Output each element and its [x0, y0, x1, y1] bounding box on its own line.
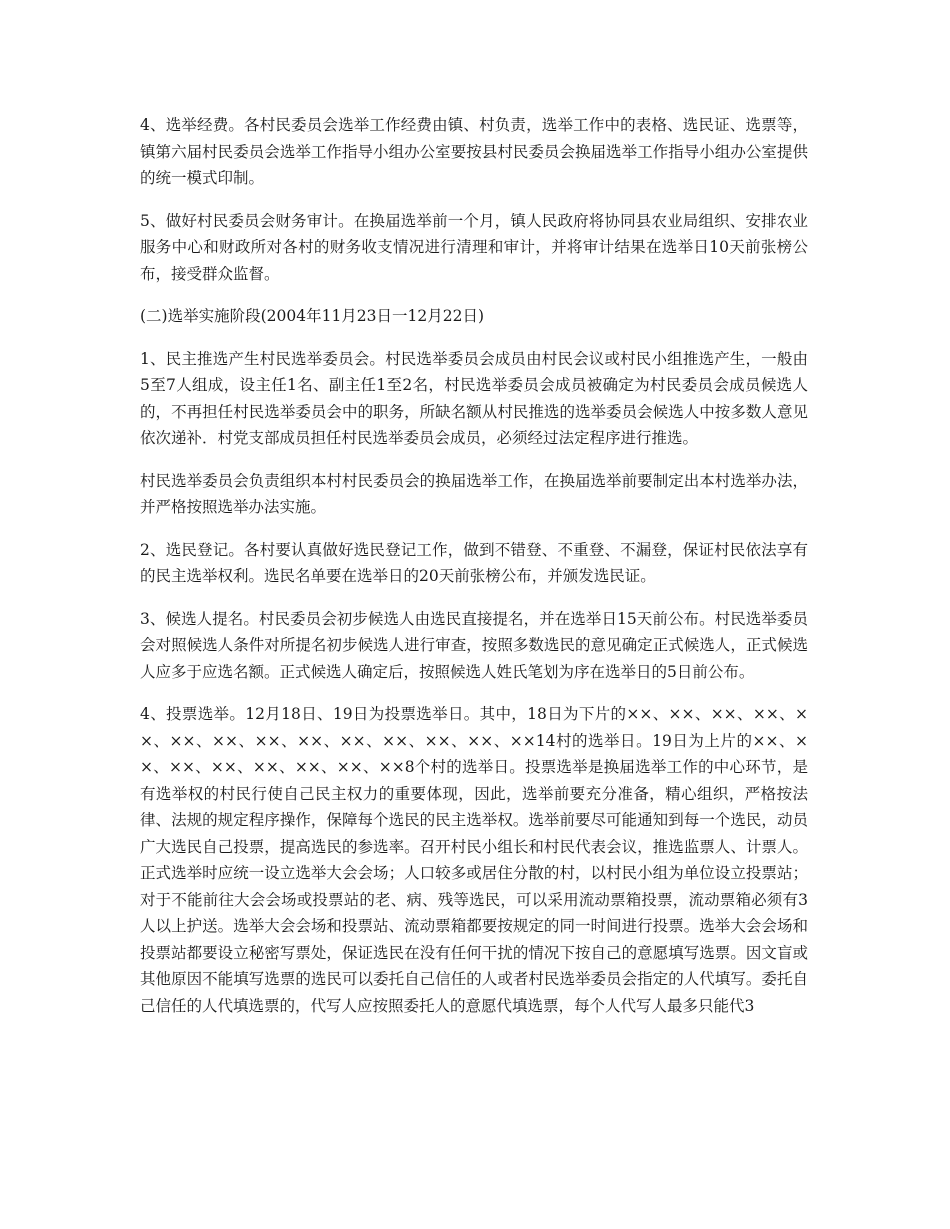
paragraph-election-committee: 1、民主推选产生村民选举委员会。村民选举委员会成员由村民会议或村民小组推选产生，一般由5至7人组成，设主任1名、副主任1至2名，村民选举委员会成员被确定为村民委员会成员候选人的，不再担任村民选举委员会中的职务，所缺名额从村民推选的选举委员会候选人中按多数人意见依次递补．村党支部成员担任村民选举委员会成员，必须经过法定程序进行推选。: [140, 349, 808, 447]
paragraph-committee-duties: 村民选举委员会负责组织本村村民委员会的换届选举工作，在换届选举前要制定出本村选举办法，并严格按照选举办法实施。: [140, 471, 808, 516]
paragraph-election-funding: 4、选举经费。各村民委员会选举工作经费由镇、村负责，选举工作中的表格、选民证、选票等，镇第六届村民委员会选举工作指导小组办公室要按县村民委员会换届选举工作指导小组办公室提供的统一模式印制。: [140, 116, 808, 187]
document-page: [140, 112, 808, 1035]
paragraph-voter-registration: 2、选民登记。各村要认真做好选民登记工作，做到不错登、不重登、不漏登，保证村民依法享有的民主选举权利。选民名单要在选举日的20天前张榜公布，并颁发选民证。: [140, 540, 808, 585]
paragraph-candidate-nomination: 3、候选人提名。村民委员会初步候选人由选民直接提名，并在选举日15天前公布。村民选举委员会对照候选人条件对所提名初步候选人进行审查，按照多数选民的意见确定正式候选人，正式候选人应多于应选名额。正式候选人确定后，按照候选人姓氏笔划为序在选举日的5日前公布。: [140, 609, 808, 681]
section-heading-implementation-stage: (二)选举实施阶段(2004年11月23日一12月22日): [140, 307, 485, 325]
paragraph-voting: 4、投票选举。12月18日、19日为投票选举日。其中，18日为下片的××、××、××、××、××、××、××、××、××、××、××、××、××、××14村的选举日。19日为上片的××、××、××、××、××、××、××、××8个村的选举日。投票选举是换届选举工作的中心环节，是有选举权的村民行使自己民主权力的重要体现，因此，选举前要充分准备，精心组织，严格按法律、法规的规定程序操作，保障每个选民的民主选举权。选举前要尽可能通知到每一个选民，动员广大选民自己投票，提高选民的参选率。召开村民小组长和村民代表会议，推选监票人、计票人。正式选举时应统一设立选举大会会场；人口较多或居住分散的村，以村民小组为单位设立投票站；对于不能前往大会会场或投票站的老、病、残等选民，可以采用流动票箱投票，流动票箱必须有3人以上护送。选举大会会场和投票站、流动票箱都要按规定的同一时间进行投票。选举大会会场和投票站都要设立秘密写票处，保证选民在没有任何干扰的情况下按自己的意愿填写选票。因文盲或其他原因不能填写选票的选民可以委托自己信任的人或者村民选举委员会指定的人代填写。委托自己信任的人代填选票的，代写人应按照委托人的意愿代填选票，每个人代写人最多只能代3: [140, 705, 808, 1015]
paragraph-financial-audit: 5、做好村民委员会财务审计。在换届选举前一个月，镇人民政府将协同县农业局组织、安排农业服务中心和财政所对各村的财务收支情况进行清理和审计，并将审计结果在选举日10天前张榜公布，接受群众监督。: [140, 211, 808, 283]
